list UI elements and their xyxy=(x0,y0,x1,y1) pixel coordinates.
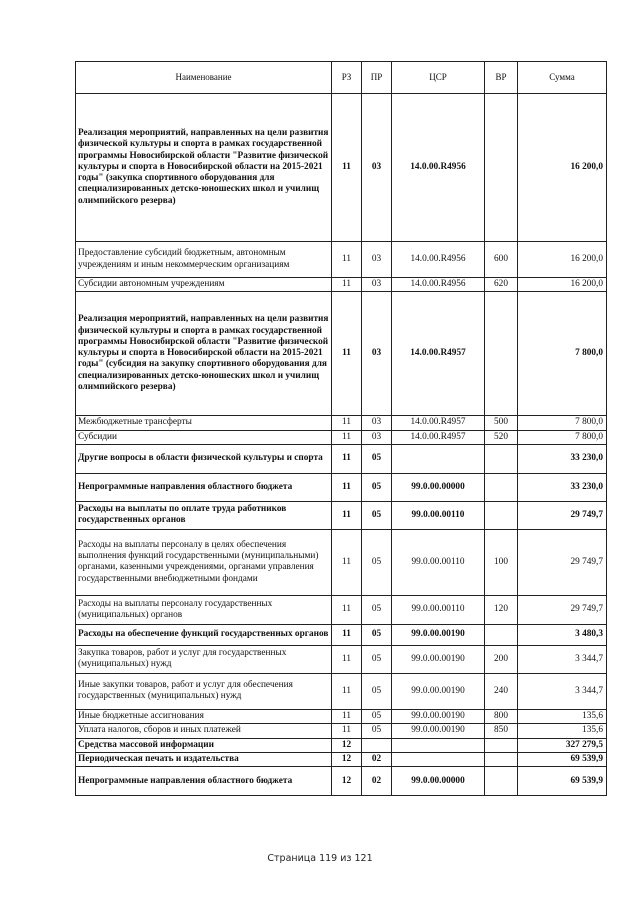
table-row xyxy=(76,416,607,430)
cell-pr: 05 xyxy=(362,595,392,624)
cell-vr xyxy=(485,752,518,766)
cell-vr: 620 xyxy=(485,278,518,292)
cell-csr: 14.0.00.R4957 xyxy=(392,430,485,444)
cell-pr: 02 xyxy=(362,767,392,796)
cell-name: Непрограммные направления областного бюджета xyxy=(76,473,332,501)
cell-csr xyxy=(392,752,485,766)
cell-rz: 11 xyxy=(332,278,362,292)
table-row xyxy=(76,473,607,501)
cell-vr: 240 xyxy=(485,673,518,709)
cell-pr: 05 xyxy=(362,673,392,709)
cell-pr xyxy=(362,738,392,752)
cell-sum: 135,6 xyxy=(518,724,607,738)
budget-table xyxy=(75,61,607,796)
cell-csr: 99.0.00.00000 xyxy=(392,767,485,796)
table-body xyxy=(76,94,607,796)
header-sum: Сумма xyxy=(518,62,607,94)
table-row xyxy=(76,595,607,624)
table-row xyxy=(76,738,607,752)
cell-sum: 7 800,0 xyxy=(518,292,607,416)
cell-pr: 02 xyxy=(362,752,392,766)
cell-sum: 7 800,0 xyxy=(518,416,607,430)
table-header-row xyxy=(76,62,607,94)
cell-vr xyxy=(485,501,518,529)
cell-sum: 16 200,0 xyxy=(518,242,607,278)
cell-sum: 33 230,0 xyxy=(518,444,607,473)
cell-vr xyxy=(485,444,518,473)
cell-rz: 12 xyxy=(332,752,362,766)
table-row xyxy=(76,673,607,709)
cell-csr: 99.0.00.00190 xyxy=(392,645,485,673)
cell-csr: 99.0.00.00110 xyxy=(392,595,485,624)
header-rz: РЗ xyxy=(332,62,362,94)
cell-sum: 7 800,0 xyxy=(518,430,607,444)
cell-sum: 16 200,0 xyxy=(518,94,607,242)
cell-sum: 33 230,0 xyxy=(518,473,607,501)
cell-name: Реализация мероприятий, направленных на цели развития физической культуры и спорта в рамках государственной программы Новосибирской области "Развитие физической культуры и спорта в Новосибирской области на 2015-2021 годы" (закупка спортивного оборудования для специализированных детско-юношеских школ и училищ олимпийского резерва) xyxy=(76,94,332,242)
cell-rz: 11 xyxy=(332,94,362,242)
cell-pr: 03 xyxy=(362,242,392,278)
cell-csr: 14.0.00.R4956 xyxy=(392,242,485,278)
table-row xyxy=(76,645,607,673)
cell-name: Реализация мероприятий, направленных на цели развития физической культуры и спорта в рамках государственной программы Новосибирской области "Развитие физической культуры и спорта в Новосибирской области на 2015-2021 годы" (субсидия на закупку спортивного оборудования для специализированных детско-юношеских школ и училищ олимпийского резерва) xyxy=(76,292,332,416)
cell-pr: 03 xyxy=(362,430,392,444)
cell-name: Расходы на обеспечение функций государственных органов xyxy=(76,624,332,645)
header-pr: ПР xyxy=(362,62,392,94)
table-row xyxy=(76,767,607,796)
table-row xyxy=(76,292,607,416)
cell-csr: 14.0.00.R4957 xyxy=(392,292,485,416)
cell-pr: 03 xyxy=(362,94,392,242)
cell-rz: 11 xyxy=(332,724,362,738)
header-vr: ВР xyxy=(485,62,518,94)
cell-rz: 11 xyxy=(332,242,362,278)
cell-csr: 99.0.00.00190 xyxy=(392,709,485,723)
cell-pr: 05 xyxy=(362,501,392,529)
cell-rz: 12 xyxy=(332,767,362,796)
cell-vr: 200 xyxy=(485,645,518,673)
cell-csr: 99.0.00.00110 xyxy=(392,529,485,595)
cell-name: Средства массовой информации xyxy=(76,738,332,752)
cell-vr: 850 xyxy=(485,724,518,738)
table-row xyxy=(76,501,607,529)
cell-rz: 11 xyxy=(332,430,362,444)
cell-vr xyxy=(485,738,518,752)
table-row xyxy=(76,278,607,292)
cell-sum: 3 344,7 xyxy=(518,673,607,709)
table-row xyxy=(76,724,607,738)
cell-rz: 11 xyxy=(332,444,362,473)
table-row xyxy=(76,430,607,444)
table-row xyxy=(76,94,607,242)
cell-name: Предоставление субсидий бюджетным, автономным учреждениям и иным некоммерческим организациям xyxy=(76,242,332,278)
cell-sum: 29 749,7 xyxy=(518,595,607,624)
cell-csr: 99.0.00.00110 xyxy=(392,501,485,529)
cell-rz: 11 xyxy=(332,673,362,709)
cell-rz: 11 xyxy=(332,473,362,501)
cell-name: Субсидии автономным учреждениям xyxy=(76,278,332,292)
cell-sum: 3 344,7 xyxy=(518,645,607,673)
page-footer: Страница 119 из 121 xyxy=(267,853,373,864)
cell-name: Расходы на выплаты по оплате труда работников государственных органов xyxy=(76,501,332,529)
cell-pr: 03 xyxy=(362,278,392,292)
cell-vr: 500 xyxy=(485,416,518,430)
cell-csr: 99.0.00.00190 xyxy=(392,624,485,645)
cell-vr xyxy=(485,624,518,645)
cell-rz: 11 xyxy=(332,292,362,416)
cell-name: Закупка товаров, работ и услуг для государственных (муниципальных) нужд xyxy=(76,645,332,673)
cell-vr: 120 xyxy=(485,595,518,624)
cell-csr: 14.0.00.R4956 xyxy=(392,94,485,242)
cell-vr xyxy=(485,292,518,416)
cell-sum: 29 749,7 xyxy=(518,529,607,595)
cell-csr: 14.0.00.R4956 xyxy=(392,278,485,292)
cell-sum: 16 200,0 xyxy=(518,278,607,292)
cell-pr: 03 xyxy=(362,292,392,416)
cell-csr: 99.0.00.00000 xyxy=(392,473,485,501)
header-name: Наименование xyxy=(76,62,332,94)
cell-pr: 05 xyxy=(362,645,392,673)
cell-name: Расходы на выплаты персоналу государственных (муниципальных) органов xyxy=(76,595,332,624)
cell-rz: 11 xyxy=(332,645,362,673)
cell-csr xyxy=(392,444,485,473)
cell-rz: 11 xyxy=(332,501,362,529)
cell-name: Расходы на выплаты персоналу в целях обеспечения выполнения функций государственными (муниципальными) органами, казенными учреждениями, органами управления государственными внебюджетными фондами xyxy=(76,529,332,595)
cell-name: Непрограммные направления областного бюджета xyxy=(76,767,332,796)
cell-csr: 99.0.00.00190 xyxy=(392,673,485,709)
cell-sum: 327 279,5 xyxy=(518,738,607,752)
cell-vr: 600 xyxy=(485,242,518,278)
cell-rz: 11 xyxy=(332,529,362,595)
cell-sum: 69 539,9 xyxy=(518,767,607,796)
cell-pr: 05 xyxy=(362,444,392,473)
table-row xyxy=(76,242,607,278)
cell-pr: 05 xyxy=(362,624,392,645)
cell-sum: 3 480,3 xyxy=(518,624,607,645)
cell-name: Уплата налогов, сборов и иных платежей xyxy=(76,724,332,738)
cell-name: Периодическая печать и издательства xyxy=(76,752,332,766)
cell-sum: 29 749,7 xyxy=(518,501,607,529)
cell-pr: 05 xyxy=(362,709,392,723)
cell-csr: 14.0.00.R4957 xyxy=(392,416,485,430)
table-row xyxy=(76,709,607,723)
cell-name: Иные бюджетные ассигнования xyxy=(76,709,332,723)
cell-vr xyxy=(485,473,518,501)
cell-name: Субсидии xyxy=(76,430,332,444)
cell-csr xyxy=(392,738,485,752)
cell-sum: 135,6 xyxy=(518,709,607,723)
cell-pr: 05 xyxy=(362,473,392,501)
cell-pr: 05 xyxy=(362,724,392,738)
cell-sum: 69 539,9 xyxy=(518,752,607,766)
cell-pr: 03 xyxy=(362,416,392,430)
cell-rz: 11 xyxy=(332,709,362,723)
cell-vr: 800 xyxy=(485,709,518,723)
table-row xyxy=(76,624,607,645)
cell-vr xyxy=(485,767,518,796)
table-row xyxy=(76,444,607,473)
cell-vr xyxy=(485,94,518,242)
cell-vr: 520 xyxy=(485,430,518,444)
cell-rz: 12 xyxy=(332,738,362,752)
table-row xyxy=(76,529,607,595)
cell-csr: 99.0.00.00190 xyxy=(392,724,485,738)
cell-name: Иные закупки товаров, работ и услуг для обеспечения государственных (муниципальных) нужд xyxy=(76,673,332,709)
cell-vr: 100 xyxy=(485,529,518,595)
header-csr: ЦСР xyxy=(392,62,485,94)
cell-name: Другие вопросы в области физической культуры и спорта xyxy=(76,444,332,473)
cell-name: Межбюджетные трансферты xyxy=(76,416,332,430)
cell-pr: 05 xyxy=(362,529,392,595)
table-row xyxy=(76,752,607,766)
cell-rz: 11 xyxy=(332,595,362,624)
cell-rz: 11 xyxy=(332,416,362,430)
cell-rz: 11 xyxy=(332,624,362,645)
